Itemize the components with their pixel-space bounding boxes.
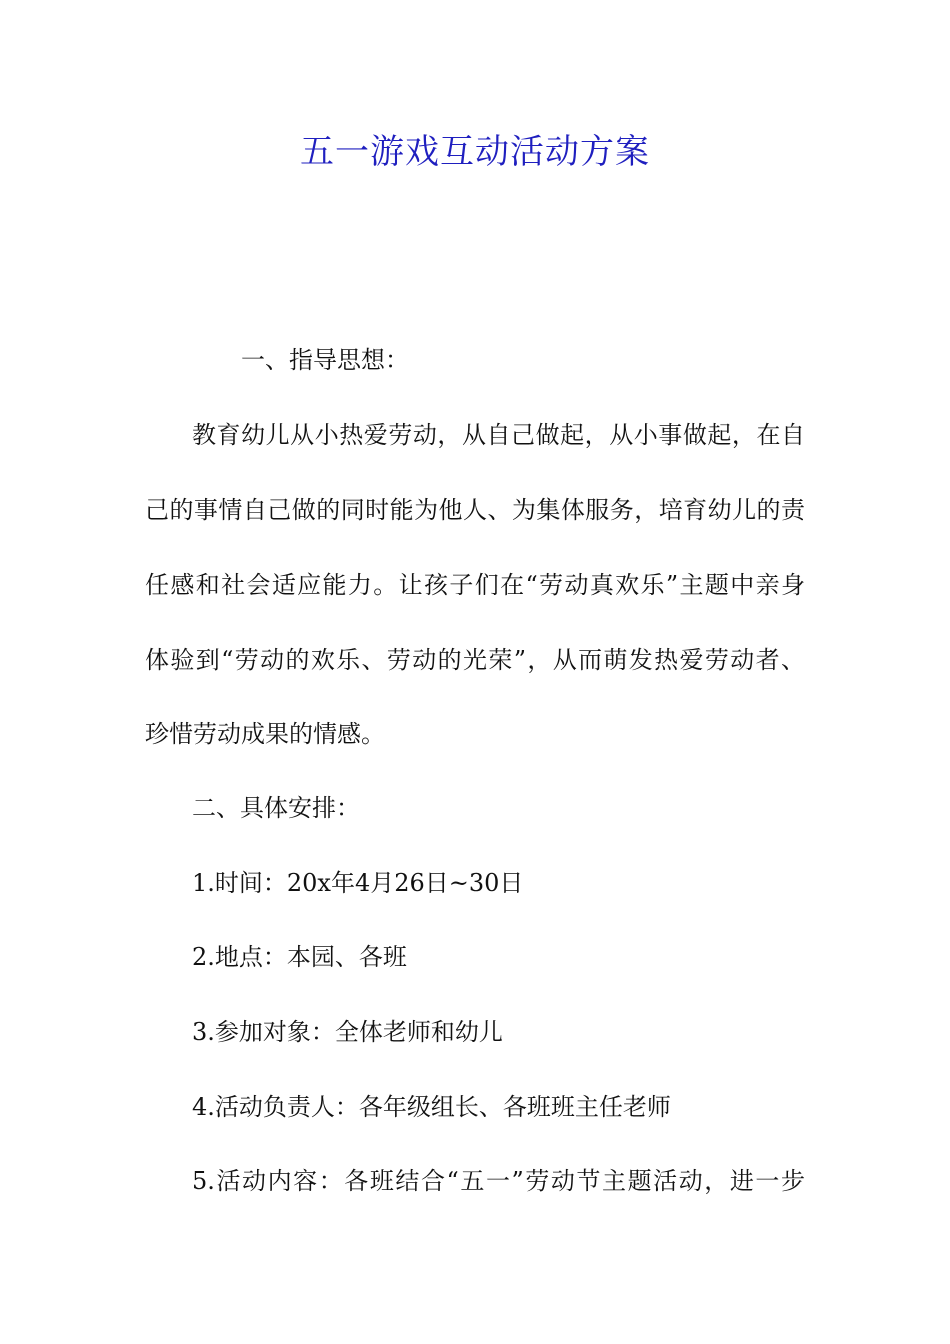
section1-heading: 一、指导思想： — [241, 346, 409, 374]
section2-heading: 二、具体安排： — [192, 794, 360, 822]
list-item: 2.地点：本园、各班 — [192, 943, 407, 971]
list-item: 5.活动内容：各班结合“五一”劳动节主题活动，进一步 — [192, 1167, 805, 1195]
paragraph-line: 任感和社会适应能力。让孩子们在“劳动真欢乐”主题中亲身 — [145, 571, 805, 599]
paragraph-line: 珍惜劳动成果的情感。 — [145, 720, 385, 748]
list-item: 4.活动负责人：各年级组长、各班班主任老师 — [192, 1093, 671, 1121]
list-item: 3.参加对象：全体老师和幼儿 — [192, 1018, 503, 1046]
paragraph-line: 己的事情自己做的同时能为他人、为集体服务，培育幼儿的责 — [145, 496, 805, 524]
list-item: 1.时间：20x年4月26日~30日 — [192, 869, 524, 897]
paragraph-line: 教育幼儿从小热爱劳动，从自己做起，从小事做起，在自 — [192, 421, 805, 449]
paragraph-line: 体验到“劳动的欢乐、劳动的光荣”，从而萌发热爱劳动者、 — [145, 646, 805, 674]
document-title: 五一游戏互动活动方案 — [300, 132, 650, 172]
